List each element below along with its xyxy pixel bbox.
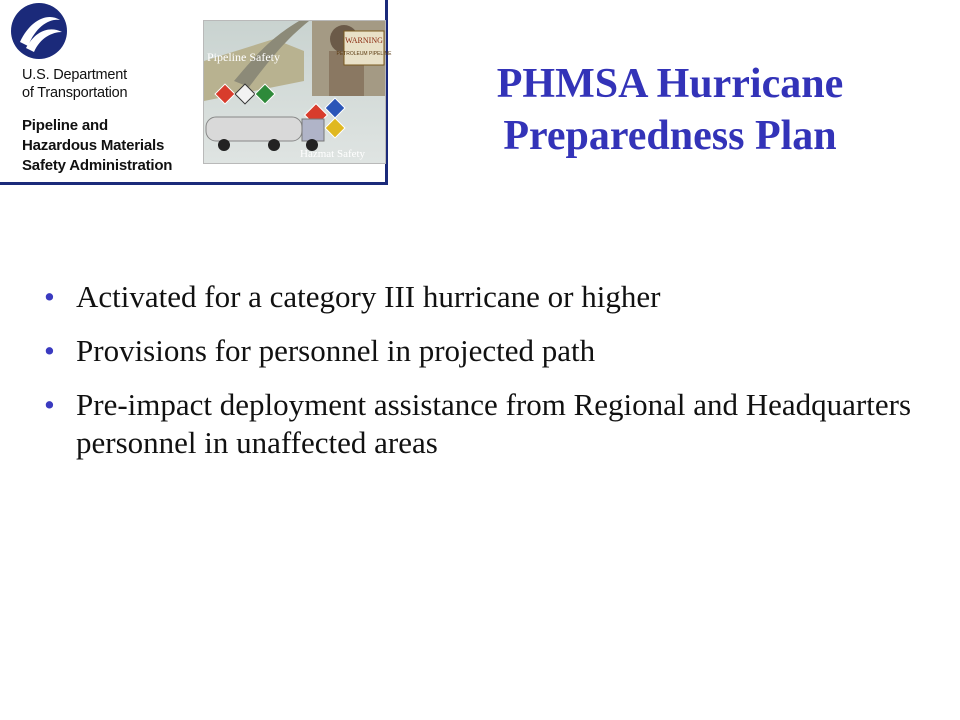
bullet-item: • Provisions for personnel in projected path xyxy=(44,333,596,368)
slide-title: PHMSA Hurricane Preparedness Plan xyxy=(496,61,844,159)
petroleum-sign-text: PETROLEUM PIPELINE xyxy=(336,51,392,57)
bullet-item: • Pre-impact deployment assistance from Regional and Headquarters personnel in unaffected areas xyxy=(44,387,912,460)
bullet-dot-icon: • xyxy=(44,279,55,314)
bullet-dot-icon: • xyxy=(44,387,55,422)
hazmat-safety-label: Hazmat Safety xyxy=(300,148,366,160)
pipeline-hazmat-collage xyxy=(203,20,392,164)
department-name: U.S. Department of Transportation xyxy=(22,67,128,101)
administration-name: Pipeline and Hazardous Materials Safety Administration xyxy=(22,117,173,174)
warning-sign-text: WARNING xyxy=(345,36,383,45)
pipeline-safety-label: Pipeline Safety xyxy=(207,50,280,64)
bullet-dot-icon: • xyxy=(44,333,55,368)
dot-emblem-icon xyxy=(10,2,68,60)
header-horizontal-rule xyxy=(0,182,388,185)
bullet-list xyxy=(44,278,924,478)
dot-phmsa-logo xyxy=(0,0,200,185)
bullet-item: • Activated for a category III hurricane or higher xyxy=(44,279,661,314)
